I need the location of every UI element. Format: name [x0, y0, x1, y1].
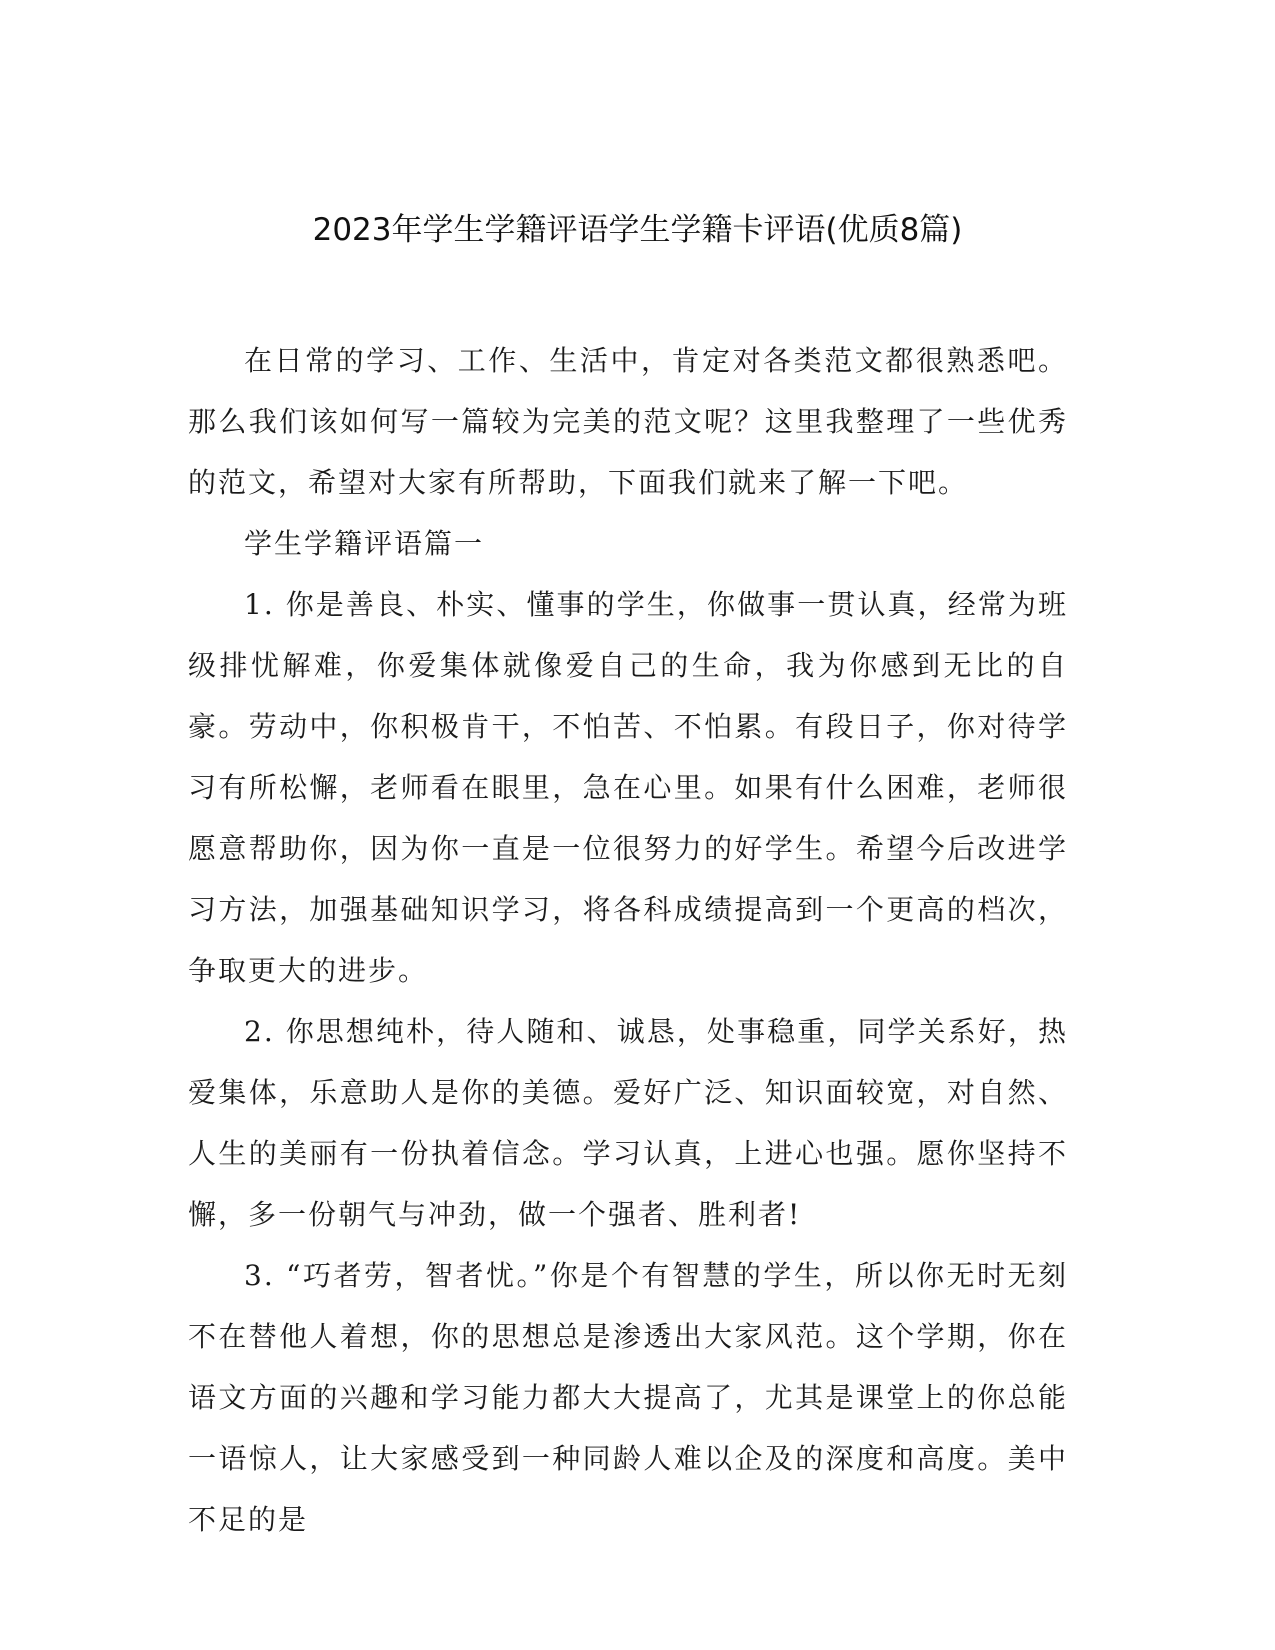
- document-title: 2023年学生学籍评语学生学籍卡评语(优质8篇): [312, 212, 963, 248]
- comment-paragraph-3: 3. “巧者劳，智者忧。”你是个有智慧的学生，所以你无时无刻不在替他人着想，你的思想总是渗透出大家风范。这个学期，你在语文方面的兴趣和学习能力都大大提高了，尤其是课堂上的你总能一语惊人，让大家感受到一种同龄人难以企及的深度和高度。美中不足的是: [188, 1259, 1068, 1536]
- comment-paragraph-1: 1. 你是善良、朴实、懂事的学生，你做事一贯认真，经常为班级排忧解难，你爱集体就像爱自己的生命，我为你感到无比的自豪。劳动中，你积极肯干，不怕苦、不怕累。有段日子，你对待学习有所松懈，老师看在眼里，急在心里。如果有什么困难，老师很愿意帮助你，因为你一直是一位很努力的好学生。希望今后改进学习方法，加强基础知识学习，将各科成绩提高到一个更高的档次，争取更大的进步。: [188, 588, 1068, 987]
- intro-paragraph: 在日常的学习、工作、生活中，肯定对各类范文都很熟悉吧。那么我们该如何写一篇较为完美的范文呢？这里我整理了一些优秀的范文，希望对大家有所帮助，下面我们就来了解一下吧。: [188, 344, 1068, 499]
- comment-paragraph-2: 2. 你思想纯朴，待人随和、诚恳，处事稳重，同学关系好，热爱集体，乐意助人是你的美德。爱好广泛、知识面较宽，对自然、人生的美丽有一份执着信念。学习认真，上进心也强。愿你坚持不懈，多一份朝气与冲劲，做一个强者、胜利者!: [188, 1015, 1068, 1231]
- section-heading: 学生学籍评语篇一: [244, 527, 485, 560]
- document-body: [188, 330, 1068, 1550]
